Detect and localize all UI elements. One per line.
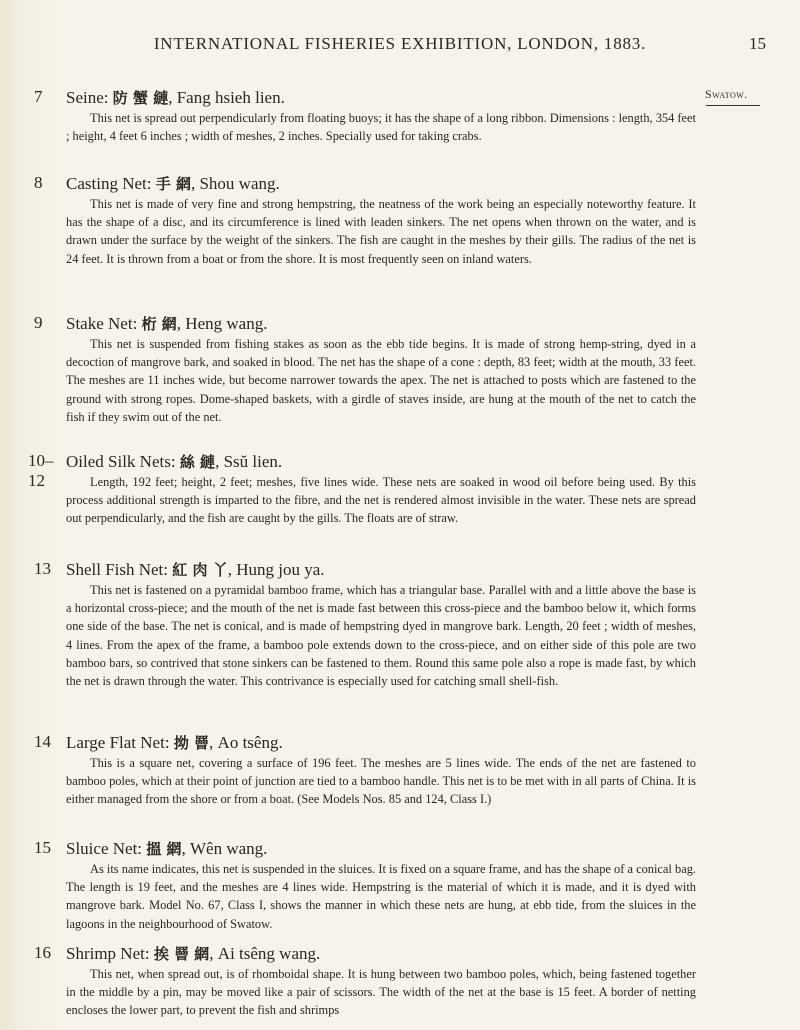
entry-romanization: Hung jou ya. xyxy=(236,560,325,579)
entry-body: This net is suspended from fishing stakes as soon as the ebb tide begins. It is made of strong hemp-string, dyed in a decoction of mangrove bark, and soaked in blood. The net has the shape of a cone : depth, 83 feet; width at the mouth, 33 feet. The meshes are 11 inches wide, but become narrower towards the apex. The net is attached to posts which are fastened to the ground with strong ropes. Dome-shaped baskets, with a girdle of staves inside, are hung at the mouth of the net to catch the fish if they swim out of the net. xyxy=(66,337,696,424)
entry-heading: Oiled Silk Nets: 絲 縺, Ssŭ lien. xyxy=(66,452,283,471)
entry-romanization: Ao tsêng. xyxy=(217,733,283,752)
entry-heading: Seine: 防 蟹 縺, Fang hsieh lien. xyxy=(66,88,285,107)
entry-chinese: 挨 罾 網 xyxy=(153,945,210,963)
entry-romanization: Fang hsieh lien. xyxy=(176,88,285,107)
entry-number: 7 xyxy=(34,87,43,106)
entry-name: Stake Net xyxy=(66,314,133,333)
entry-name: Oiled Silk Nets xyxy=(66,452,171,471)
entry-heading: Stake Net: 桁 網, Heng wang. xyxy=(66,314,268,333)
entry-body: As its name indicates, this net is suspended in the sluices. It is fixed on a square frame, and has the shape of a conical bag. The length is 19 feet, and the meshes are 4 lines wide. Hempstring is the material of which it is made, and it is dyed with mangrove bark. Model No. 67, Class I, shows the manner in which these nets are hung, at ebb tide, from the sluices in the lagoons in the neighbourhood of Swatow. xyxy=(66,862,696,931)
entry-body: This net, when spread out, is of rhomboidal shape. It is hung between two bamboo poles, which, being fastened together in the middle by a pin, may be moved like a pair of scissors. The width of the net at the base is 15 feet. A border of netting encloses the lower part, to prevent the fish and shrimps xyxy=(66,967,696,1018)
entry-romanization: Shou wang. xyxy=(199,174,280,193)
entry-chinese: 搵 網 xyxy=(146,840,182,858)
entry-chinese: 紅 肉 丫 xyxy=(172,561,228,579)
header-title: INTERNATIONAL FISHERIES EXHIBITION, LONDON, 1883. xyxy=(153,34,647,53)
entry-number: 13 xyxy=(34,559,51,578)
entry-number: 9 xyxy=(34,313,43,332)
entry-heading: Casting Net: 手 網, Shou wang. xyxy=(66,174,280,193)
entry-number: 16 xyxy=(34,943,51,962)
entry-name: Casting Net xyxy=(66,174,147,193)
entry-heading: Shell Fish Net: 紅 肉 丫, Hung jou ya. xyxy=(66,560,325,579)
entry-heading: Shrimp Net: 挨 罾 網, Ai tsêng wang. xyxy=(66,944,321,963)
entry-romanization: Ssŭ lien. xyxy=(223,452,283,471)
entry-heading: Large Flat Net: 拗 罾, Ao tsêng. xyxy=(66,733,283,752)
entry-name: Sluice Net xyxy=(66,839,138,858)
entry-chinese: 拗 罾 xyxy=(173,734,210,752)
entry-heading: Sluice Net: 搵 網, Wên wang. xyxy=(66,839,268,858)
region-label: Swatow. xyxy=(705,87,748,101)
running-header xyxy=(0,34,800,58)
entry-number: 10–12 xyxy=(28,451,54,490)
entry-name: Seine xyxy=(66,88,104,107)
entry-chinese: 桁 網 xyxy=(141,315,177,333)
entry-romanization: Heng wang. xyxy=(185,314,268,333)
entry-body: This is a square net, covering a surface of 196 feet. The meshes are 5 lines wide. The ends of the net are fastened to bamboo poles, which at their point of junction are tied to a bamboo handle. This net is to be met with in all parts of China. It is either managed from the shore or from a boat. (See Models Nos. 85 and 124, Class I.) xyxy=(66,756,696,807)
entry-name: Shrimp Net xyxy=(66,944,145,963)
entry-name: Shell Fish Net xyxy=(66,560,164,579)
entry-number: 8 xyxy=(34,173,43,192)
entry-romanization: Wên wang. xyxy=(190,839,268,858)
entry-body: Length, 192 feet; height, 2 feet; meshes, five lines wide. These nets are soaked in wood oil before being used. By this process additional strength is imparted to the fibre, and the net is rendered almost invisible in the water. These nets are spread out perpendicularly, and the fish are caught by the gills. The floats are of straw. xyxy=(66,475,696,526)
entry-name: Large Flat Net xyxy=(66,733,165,752)
entry-number: 14 xyxy=(34,732,51,751)
region-rule xyxy=(706,105,760,106)
entry-body: This net is spread out perpendicularly from floating buoys; it has the shape of a long ribbon. Dimensions : length, 354 feet ; height, 4 feet 6 inches ; width of meshes, 2 inches. Specially used for taking crabs. xyxy=(66,111,696,144)
entry-body: This net is made of very fine and strong hempstring, the neatness of the work being an especially noteworthy feature. It has the shape of a disc, and its circumference is lined with leaden sinkers. The net opens when thrown on the water, and is drawn under the surface by the weight of the sinkers. The fish are caught in the meshes by their gills. The radius of the net is 24 feet. It is thrown from a boat or from the shore. It is most frequently seen on inland waters. xyxy=(66,197,696,266)
page-number: 15 xyxy=(749,34,766,53)
entry-chinese: 絲 縺 xyxy=(179,453,216,471)
entry-body: This net is fastened on a pyramidal bamboo frame, which has a triangular base. Parallel with and a little above the base is a horizontal cross-piece; and the mouth of the net is made fast between this cross-piece and the bamboo below it, which forms one side of the base. The net is conical, and is made of hempstring dyed in mangrove bark. Length, 20 feet ; width of meshes, 4 lines. From the apex of the frame, a bamboo pole extends down to the cross-piece, and on either side of this pole are two bamboo bars, so contrived that stone sinkers can be fastened to them. Round this same pole also a rope is made fast, by which the net is drawn through the water. This contrivance is especially used for catching small shell-fish. xyxy=(66,583,696,689)
entry-chinese: 防 蟹 縺 xyxy=(112,89,169,107)
entry-number: 15 xyxy=(34,838,51,857)
entry-chinese: 手 網 xyxy=(155,175,191,193)
entry-romanization: Ai tsêng wang. xyxy=(217,944,321,963)
